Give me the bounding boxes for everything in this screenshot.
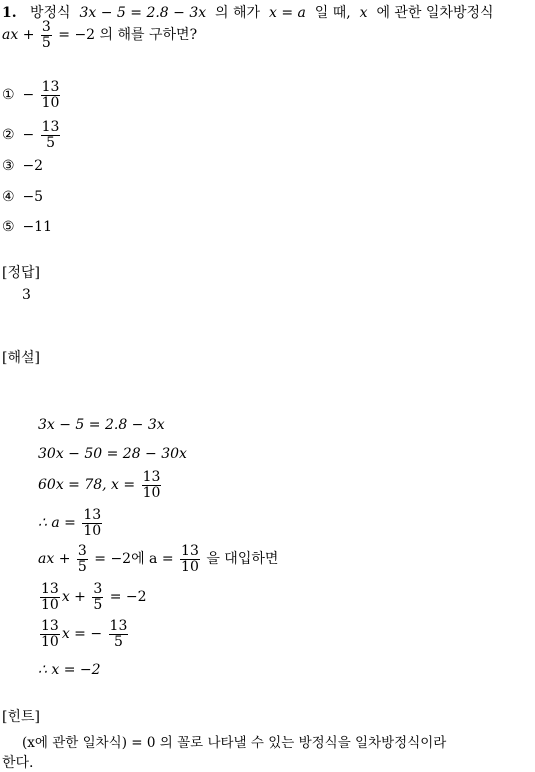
fraction: $\frac{13}{10}$ [142, 469, 161, 501]
fraction: $\frac{13}{10}$ [41, 581, 59, 613]
choice-mark: ④ [2, 189, 15, 205]
choice-fraction: $\frac{13}{10}$ [41, 79, 60, 111]
question-text: = −2 의 해를 구하면? [58, 27, 198, 44]
choice-mark: ⑤ [2, 219, 15, 235]
explanation-line-5: ax + $\frac{3}{5}$ = −2에 a = $\frac{13}{10}$ 을 대입하면 [38, 543, 279, 575]
explanation-label: [해설] [2, 350, 40, 366]
choice-value: −11 [22, 219, 52, 235]
equation: ax + [2, 27, 35, 44]
choice-value: −5 [22, 189, 44, 205]
choice-sign: − [22, 87, 35, 104]
choice-3[interactable] [2, 158, 43, 174]
explanation-line-7: $\frac{13}{10}$ x = − $\frac{13}{5}$ [41, 618, 128, 650]
explanation-line-6: $\frac{13}{10}$ x + $\frac{3}{5}$ = −2 [41, 581, 147, 613]
choice-value: −2 [22, 158, 44, 174]
explanation-line-4: ∴ a = $\frac{13}{10}$ [38, 507, 102, 539]
choice-mark: ② [2, 127, 15, 144]
variable: x [359, 5, 368, 21]
question-text: 방정식 [29, 5, 71, 21]
answer-label: [정답] [2, 265, 40, 281]
question-text: 일 때, [314, 5, 351, 21]
fraction: $\frac{13}{10}$ [181, 543, 199, 575]
fraction: $\frac{13}{5}$ [109, 618, 128, 650]
fraction: $\frac{13}{10}$ [41, 618, 59, 650]
question-line-2 [2, 20, 197, 50]
equation: x = a [268, 5, 306, 21]
explanation-line-2: 30x − 50 = 28 − 30x [38, 446, 187, 462]
explanation-line-1: 3x − 5 = 2.8 − 3x [38, 417, 165, 433]
question-text: 의 해가 [215, 5, 261, 21]
fraction: $\frac{3}{5}$ [77, 543, 87, 575]
question-number: 1. [2, 5, 17, 21]
choice-fraction: $\frac{13}{5}$ [41, 119, 60, 151]
question-text: 에 관한 일차방정식 [376, 5, 494, 21]
choice-mark: ③ [2, 158, 15, 174]
hint-line-1: (x에 관한 일차식) = 0 의 꼴로 나타낼 수 있는 방정식을 일차방정식이라 [22, 735, 447, 751]
fraction: $\frac{3}{5}$ [41, 19, 51, 51]
choice-4[interactable] [2, 189, 43, 205]
equation: 3x − 5 = 2.8 − 3x [79, 5, 207, 21]
choice-2[interactable] [2, 120, 62, 150]
answer-value: 3 [22, 287, 31, 303]
fraction: $\frac{3}{5}$ [93, 581, 103, 613]
choice-mark: ① [2, 87, 15, 104]
hint-line-2: 한다. [2, 755, 34, 771]
explanation-line-8: ∴ x = −2 [38, 662, 101, 678]
fraction: $\frac{13}{10}$ [83, 507, 102, 539]
choice-sign: − [22, 127, 35, 144]
choice-5[interactable] [2, 219, 52, 235]
question-line-1 [2, 2, 494, 22]
choice-1[interactable] [2, 80, 62, 110]
hint-label: [힌트] [2, 709, 40, 725]
explanation-line-3: 60x = 78, x = $\frac{13}{10}$ [38, 469, 161, 501]
